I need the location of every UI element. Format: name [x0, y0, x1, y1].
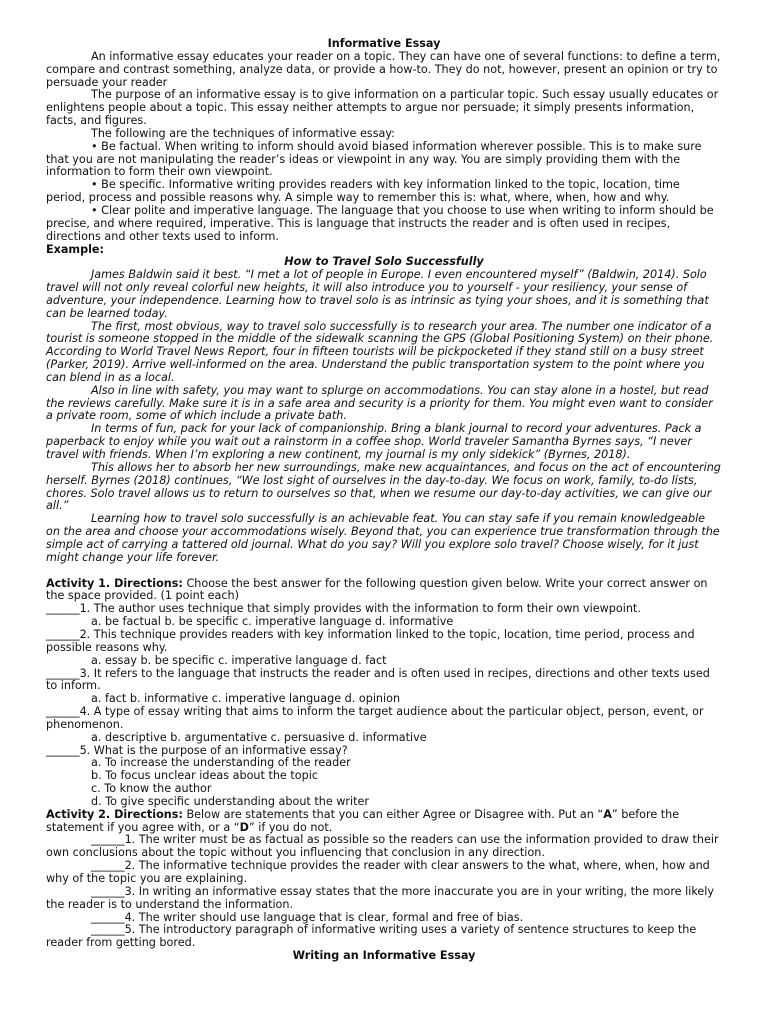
activity1-option-5c: c. To know the author: [91, 782, 212, 796]
activity2-statement-1: ______1. The writer must be as factual as possible so the readers can use the information provided to draw their own conclusions about the topic without you influencing that conclusion in any direction.: [46, 833, 719, 860]
activity2-dir-c: ” if you do not.: [248, 820, 333, 834]
activity1-question-2: ______2. This technique provides readers with key information linked to the topic, location, time period, process and possible reasons why.: [46, 627, 695, 654]
activity1-option-5d: d. To give specific understanding about the writer: [91, 794, 370, 808]
example-paragraph-6: Learning how to travel solo successfully is an achievable feat. You can stay safe if you remain knowledgeable on the area and choose your accommodations wisely. Beyond that, you can experience true transformation through the simple act of carrying a tattered old journal. What do you say? Will you explore solo travel? Choose wisely, for it just might change your life forever.: [46, 512, 720, 564]
technique-factual: • Be factual. When writing to inform should avoid biased information wherever possible. This is to make sure that you are not manipulating the reader’s ideas or viewpoint in any way. You are simply providing them with the information to form their own viewpoint.: [46, 139, 702, 179]
example-paragraph-5: This allows her to absorb her new surroundings, make new acquaintances, and focus on the act of encountering herself. Byrnes (2018) continues, “We lost sight of ourselves in the day-to-day. We focus on work, family, to-do lists, chores. Solo travel allows us to return to ourselves so that, when we resume our day-to-day activities, we can give our all.”: [46, 460, 721, 513]
activity1-question-1: ______1. The author uses technique that simply provides with the information to form their own viewpoint.: [46, 602, 641, 616]
disagree-letter: D: [239, 820, 249, 834]
activity1-question-3: ______3. It refers to the language that instructs the reader and is often used in recipes, directions and other texts used to inform.: [46, 666, 710, 693]
example-paragraph-3: Also in line with safety, you may want to splurge on accommodations. You can stay alone in a hostel, but read the reviews carefully. Make sure it is in a safe area and security is a priority for them. You might even want to consider a private room, some of which include a private bath.: [46, 383, 713, 423]
activity1-directions-text: Choose the best answer for the following question given below. Write your correct answer on the space provided. (1 point each): [46, 576, 708, 603]
activity1-question-5: ______5. What is the purpose of an informative essay?: [46, 743, 348, 757]
activity1-question-4: ______4. A type of essay writing that aims to inform the target audience about the particular object, person, event, or phenomenon.: [46, 705, 704, 731]
example-paragraph-2: The first, most obvious, way to travel solo successfully is to research your area. The number one indicator of a tourist is someone stopped in the middle of the sidewalk scanning the GPS (Global Positioning System) on their phone. According to World Travel News Report, four in fifteen tourists will be pickpocketed if they stand still on a busy street (Parker, 2019). Arrive well-informed on the area. Understand the public transportation system to the point where you can blend in as a local.: [46, 319, 714, 384]
intro-paragraph-3: The following are the techniques of informative essay:: [91, 126, 395, 140]
activity1-option-5b: b. To focus unclear ideas about the topic: [91, 769, 318, 783]
activity2-dir-a: Below are statements that you can either Agree or Disagree with. Put an “: [182, 807, 604, 821]
activity2-directions: [46, 809, 722, 835]
activity1-options-1: a. be factual b. be specific c. imperative language d. informative: [91, 615, 454, 629]
intro-paragraph-1: An informative essay educates your reader on a topic. They can have one of several functions: to define a term, compare and contrast something, analyze data, or provide a how-to. They do not, however, present an opinion or try to persuade your reader: [46, 49, 721, 89]
example-paragraph-4: In terms of fun, pack for your lack of companionship. Bring a blank journal to record your adventures. Pack a paperback to enjoy while you wait out a rainstorm in a coffee shop. World traveler Samantha Byrnes says, “I never travel with friends. When I’m exploring a new continent, my journal is my only sidekick” (Byrnes, 2018).: [46, 422, 702, 461]
intro-paragraph-2: The purpose of an informative essay is to give information on a particular topic. Such essay usually educates or enlightens people about a topic. This essay neither attempts to argue nor persuade; it simply presents information, facts, and figures.: [46, 88, 719, 128]
activity2-label: Activity 2. Directions:: [46, 807, 183, 821]
example-label: Example:: [46, 242, 104, 256]
technique-language: • Clear polite and imperative language. The language that you choose to use when writing to inform should be precise, and where required, imperative. This is language that instructs the reader and is often used in recipes, directions and other texts used to inform.: [46, 203, 714, 243]
activity1-directions: [46, 578, 722, 604]
page-title: Informative Essay: [327, 37, 441, 50]
activity1-options-3: a. fact b. informative c. imperative language d. opinion: [91, 692, 401, 706]
activity1-option-5a: a. To increase the understanding of the reader: [91, 756, 351, 770]
activity2-statement-2: ______2. The informative technique provides the reader with clear answers to the what, where, when, how and why of the topic you are explaining.: [46, 859, 710, 885]
activity2-dir-b: ” before the statement if you agree with, or a “: [46, 807, 680, 834]
activity2-statement-4: ______4. The writer should use language that is clear, formal and free of bias.: [91, 910, 524, 924]
activity1-options-2: a. essay b. be specific c. imperative language d. fact: [91, 653, 387, 667]
activity1-options-4: a. descriptive b. argumentative c. persuasive d. informative: [91, 730, 427, 744]
example-paragraph-1: James Baldwin said it best. “I met a lot of people in Europe. I even encountered myself” (Baldwin, 2014). Solo travel will not only reveal colorful new heights, it will also introduce you to yourself - your resiliency, your sense of adventure, your independence. Learning how to travel solo is as intrinsic as tying your shoes, and it is something that can be learned today.: [46, 268, 709, 320]
agree-letter: A: [603, 807, 612, 821]
example-title: How to Travel Solo Successfully: [284, 255, 484, 269]
footer-title: Writing an Informative Essay: [292, 949, 476, 963]
activity2-statement-5: ______5. The introductory paragraph of informative writing uses a variety of sentence structures to keep the reader from getting bored.: [46, 923, 697, 950]
technique-specific: • Be specific. Informative writing provides readers with key information linked to the topic, location, time period, process and possible reasons why. A simple way to remember this is: what, where, when, how and why.: [46, 178, 680, 205]
activity1-label: Activity 1. Directions:: [46, 576, 183, 590]
activity2-statement-3: ______3. In writing an informative essay states that the more inaccurate you are in your writing, the more likely the reader is to understand the information.: [46, 884, 715, 911]
